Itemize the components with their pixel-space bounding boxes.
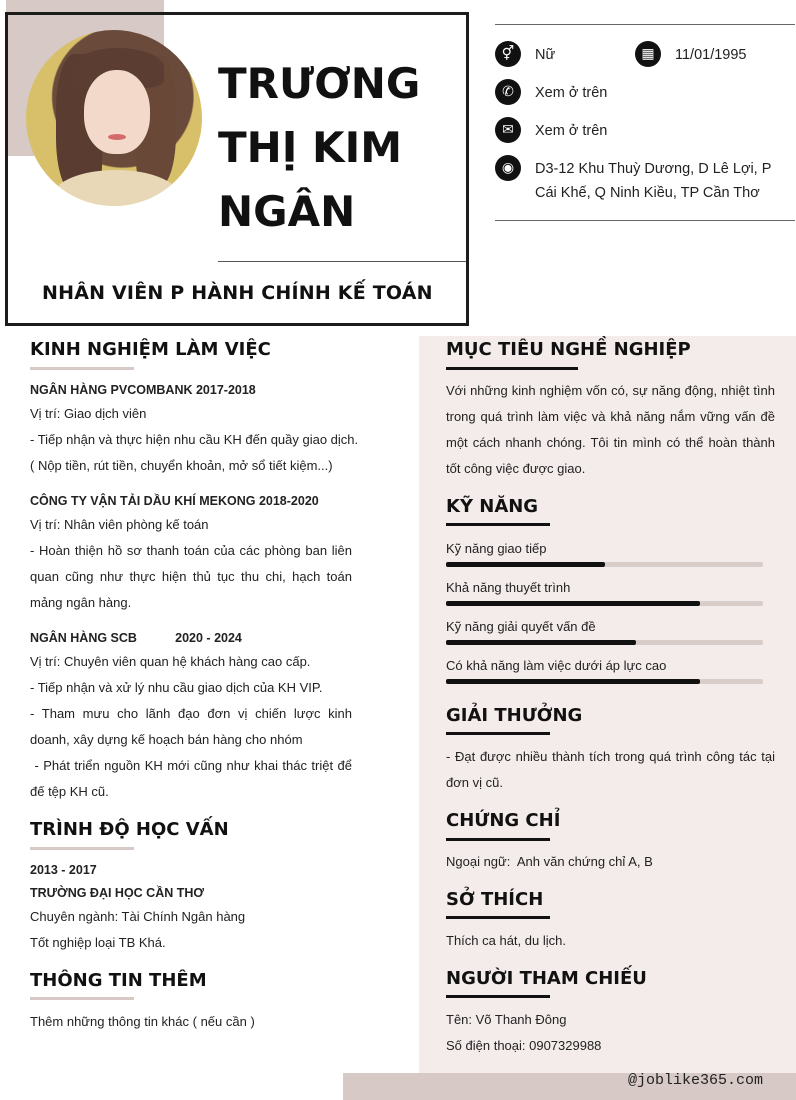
name-line-1: TRƯƠNG (218, 59, 421, 108)
skills-underline (446, 523, 550, 526)
job-1-line-2: - Tiếp nhận và thực hiện nhu cầu KH đến quầy giao dịch. (30, 432, 359, 447)
skill-bar-3 (446, 640, 763, 645)
skill-bar-2 (446, 601, 763, 606)
hobbies-underline (446, 916, 550, 919)
job-2-description: - Hoàn thiện hồ sơ thanh toán của các phòng ban liên quan cũng như thực hiện thủ tục thu chi, hạch toán mảng ngân hàng. (30, 543, 352, 610)
skill-label-4: Có khả năng làm việc dưới áp lực cao (446, 658, 667, 673)
gender-value: Nữ (535, 47, 556, 63)
hobbies-title: SỞ THÍCH (446, 889, 544, 910)
objective-underline (446, 367, 578, 370)
name-line-2: THỊ KIM (218, 123, 403, 172)
awards-underline (446, 732, 550, 735)
job-3-position: Vị trí: Chuyên viên quan hệ khách hàng cao cấp. (30, 654, 311, 669)
contact-divider-bottom (495, 220, 795, 221)
watermark: @joblike365.com (628, 1072, 764, 1089)
more-info-text: Thêm những thông tin khác ( nếu cần ) (30, 1014, 255, 1029)
name-divider (218, 261, 466, 262)
reference-underline (446, 995, 550, 998)
job-2-company: CÔNG TY VẬN TẢI DẦU KHÍ MEKONG 2018-2020 (30, 494, 319, 508)
skill-fill-2 (446, 601, 700, 606)
phone-icon: ✆ (495, 79, 521, 105)
hobbies-text: Thích ca hát, du lịch. (446, 933, 566, 948)
objective-title: MỤC TIÊU NGHỀ NGHIỆP (446, 339, 691, 360)
education-school: TRƯỜNG ĐẠI HỌC CẦN THƠ (30, 886, 205, 900)
job-1-company: NGÂN HÀNG PVCOMBANK 2017-2018 (30, 383, 256, 397)
certificates-title: CHỨNG CHỈ (446, 810, 561, 831)
address-line-2: Cái Khế, Q Ninh Kiều, TP Cần Thơ (535, 185, 760, 201)
awards-title: GIẢI THƯỞNG (446, 705, 583, 726)
job-1-line-1: Vị trí: Giao dịch viên (30, 406, 147, 421)
skill-fill-1 (446, 562, 605, 567)
location-icon: ◉ (495, 155, 521, 181)
education-title: TRÌNH ĐỘ HỌC VẤN (30, 819, 229, 840)
awards-text: - Đạt được nhiều thành tích trong quá trình công tác tại đơn vị cũ. (446, 749, 775, 790)
phone-value: Xem ở trên (535, 85, 608, 101)
mail-icon: ✉ (495, 117, 521, 143)
reference-title: NGƯỜI THAM CHIẾU (446, 968, 647, 989)
job-3-company: NGÂN HÀNG SCB 2020 - 2024 (30, 631, 242, 645)
job-3-para-1: - Tham mưu cho lãnh đạo đơn vị chiến lược kinh doanh, xây dựng kế hoạch bán hàng cho nhóm (30, 706, 352, 747)
job-1-line-3: ( Nộp tiền, rút tiền, chuyển khoản, mở sổ tiết kiệm...) (30, 458, 333, 473)
job-3-line-2: - Tiếp nhận và xử lý nhu cầu giao dịch của KH VIP. (30, 680, 323, 695)
address-line-1: D3-12 Khu Thuỳ Dương, D Lê Lợi, P (535, 161, 772, 177)
skill-fill-4 (446, 679, 700, 684)
certificates-text: Ngoại ngữ: Anh văn chứng chỉ A, B (446, 854, 653, 869)
experience-title: KINH NGHIỆM LÀM VIỆC (30, 339, 271, 360)
skills-title: KỸ NĂNG (446, 496, 539, 517)
skill-bar-1 (446, 562, 763, 567)
candidate-name (218, 52, 458, 244)
more-info-underline (30, 997, 134, 1000)
education-grade: Tốt nghiệp loại TB Khá. (30, 935, 166, 950)
email-value: Xem ở trên (535, 123, 608, 139)
more-info-title: THÔNG TIN THÊM (30, 970, 207, 991)
calendar-icon: ▦ (635, 41, 661, 67)
avatar (26, 30, 202, 206)
education-years: 2013 - 2017 (30, 863, 97, 877)
job-2-position: Vị trí: Nhân viên phòng kế toán (30, 517, 209, 532)
reference-name: Tên: Võ Thanh Đông (446, 1012, 567, 1027)
contact-divider-top (495, 24, 795, 25)
education-major: Chuyên ngành: Tài Chính Ngân hàng (30, 909, 246, 924)
name-line-3: NGÂN (218, 187, 356, 236)
experience-underline (30, 367, 134, 370)
address-value (535, 157, 785, 205)
birthday-value: 11/01/1995 (675, 47, 747, 63)
skill-fill-3 (446, 640, 636, 645)
job-title: NHÂN VIÊN P HÀNH CHÍNH KẾ TOÁN (42, 282, 433, 304)
education-underline (30, 847, 134, 850)
skill-label-1: Kỹ năng giao tiếp (446, 541, 547, 556)
job-3-para-2: - Phát triển nguồn KH mới cũng như khai thác triệt để đế tệp KH cũ. (30, 758, 356, 799)
certificates-underline (446, 838, 550, 841)
skill-label-3: Kỹ năng giải quyết vấn đề (446, 619, 596, 634)
skill-label-2: Khả năng thuyết trình (446, 580, 571, 595)
reference-phone: Số điện thoại: 0907329988 (446, 1038, 602, 1053)
gender-icon: ⚥ (495, 41, 521, 67)
skill-bar-4 (446, 679, 763, 684)
objective-text: Với những kinh nghiệm vốn có, sự năng động, nhiệt tình trong quá trình làm việc và khả năng nắm vững vấn đề một cách nhanh chóng. Tôi tin mình có thể hoàn thành tốt công việc được giao. (446, 383, 775, 476)
